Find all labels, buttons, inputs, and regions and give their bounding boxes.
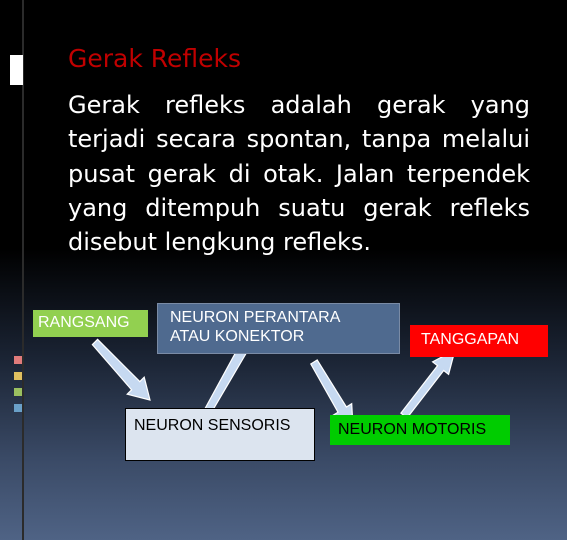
rangsang-box — [33, 310, 148, 337]
slide-title: Gerak Refleks — [68, 44, 242, 73]
sensoris-label: NEURON SENSORIS — [134, 417, 291, 434]
motoris-label: NEURON MOTORIS — [338, 421, 487, 438]
arrow-rangsang-to-sensoris — [92, 339, 150, 400]
tanggapan-box — [410, 325, 548, 357]
arrow-motoris-to-tanggapan — [401, 350, 455, 418]
tanggapan-label: TANGGAPAN — [421, 331, 520, 348]
slide-body-text: Gerak refleks adalah gerak yang terjadi secara spontan, tanpa melalui pusat gerak di otak. Jalan terpendek yang ditempuh suatu gerak refleks disebut lengkung refleks. — [68, 91, 530, 257]
rangsang-label: RANGSANG — [38, 314, 130, 331]
neuron-motoris-box — [330, 415, 510, 445]
perantara-label-line2: ATAU KONEKTOR — [170, 328, 305, 346]
perantara-label-line1: NEURON PERANTARA — [170, 309, 341, 326]
neuron-perantara-box — [157, 303, 400, 354]
neuron-sensoris-box — [125, 408, 315, 461]
